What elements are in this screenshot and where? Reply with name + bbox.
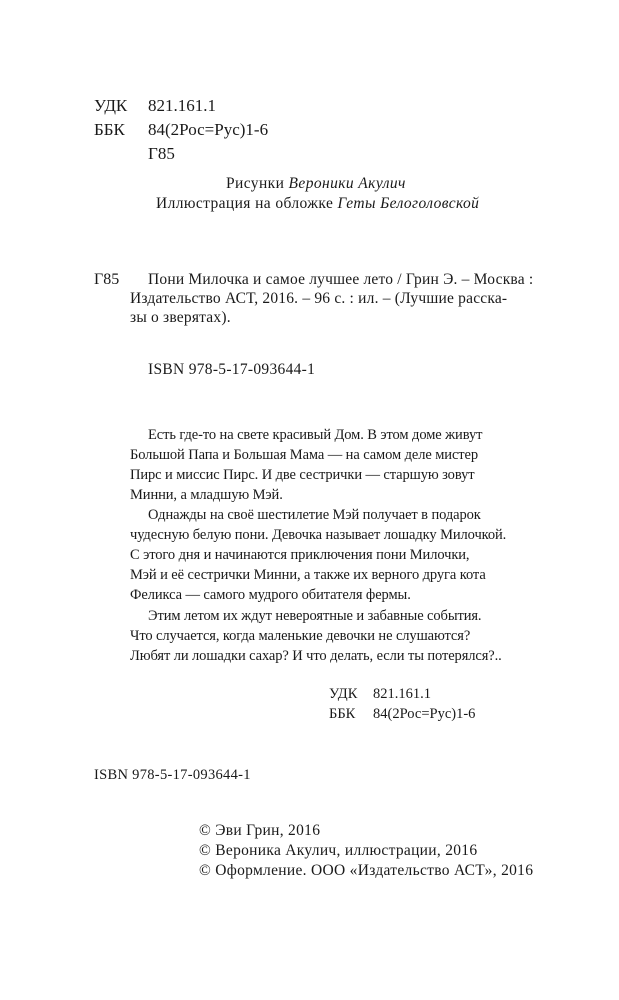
annotation-line: Минни, а младшую Мэй. xyxy=(130,487,283,503)
copyright-line: © Эви Грин, 2016 xyxy=(199,822,321,839)
annotation-line: Феликса — самого мудрого обитателя фермы. xyxy=(130,587,411,603)
udk-value: 821.161.1 xyxy=(148,96,216,115)
copyright-line: © Вероника Акулич, иллюстрации, 2016 xyxy=(199,842,478,859)
cover-credit xyxy=(156,195,479,213)
illustrations-prefix: Рисунки xyxy=(226,175,285,192)
copyright-line: © Оформление. ООО «Издательство АСТ», 2016 xyxy=(199,862,534,879)
udk-label: УДК xyxy=(94,96,128,115)
annotation-line: Что случается, когда маленькие девочки не слушаются? xyxy=(130,628,471,644)
small-bbk-label: ББК xyxy=(329,706,356,722)
author-mark: Г85 xyxy=(148,144,175,163)
illustrations-name: Вероники Акулич xyxy=(288,175,406,192)
annotation-line: С этого дня и начинаются приключения пони Милочки, xyxy=(130,547,470,563)
annotation-line: Пирс и миссис Пирс. И две сестрички — старшую зовут xyxy=(130,467,475,483)
small-udk-value: 821.161.1 xyxy=(373,686,431,702)
bib-line: зы о зверятах). xyxy=(130,309,231,326)
illustrations-credit xyxy=(226,175,406,193)
bib-code: Г85 xyxy=(94,271,120,288)
isbn-top: ISBN 978-5-17-093644-1 xyxy=(148,361,316,378)
annotation-line: чудесную белую пони. Девочка называет лошадку Милочкой. xyxy=(130,527,507,543)
bib-line: Издательство АСТ, 2016. – 96 с. : ил. – (Лучшие расска- xyxy=(130,290,508,307)
annotation-line: Большой Папа и Большая Мама — на самом деле мистер xyxy=(130,447,478,463)
cover-name: Геты Белоголовской xyxy=(337,195,480,212)
bbk-label: ББК xyxy=(94,120,125,139)
annotation-line: Этим летом их ждут невероятные и забавные события. xyxy=(148,608,482,624)
cover-prefix: Иллюстрация на обложке xyxy=(156,195,334,212)
small-bbk-value: 84(2Рос=Рус)1-6 xyxy=(373,706,476,722)
isbn-bottom: ISBN 978-5-17-093644-1 xyxy=(94,767,251,783)
annotation-line: Однажды на своё шестилетие Мэй получает в подарок xyxy=(148,507,481,523)
annotation-line: Любят ли лошадки сахар? И что делать, если ты потерялся?.. xyxy=(130,648,502,664)
bib-line: Пони Милочка и самое лучшее лето / Грин Э. – Москва : xyxy=(148,271,534,288)
small-udk-label: УДК xyxy=(329,686,358,702)
annotation-line: Мэй и её сестрички Минни, а также их верного друга кота xyxy=(130,567,486,583)
bbk-value: 84(2Рос=Рус)1-6 xyxy=(148,120,269,139)
annotation-line: Есть где-то на свете красивый Дом. В этом доме живут xyxy=(148,427,483,443)
